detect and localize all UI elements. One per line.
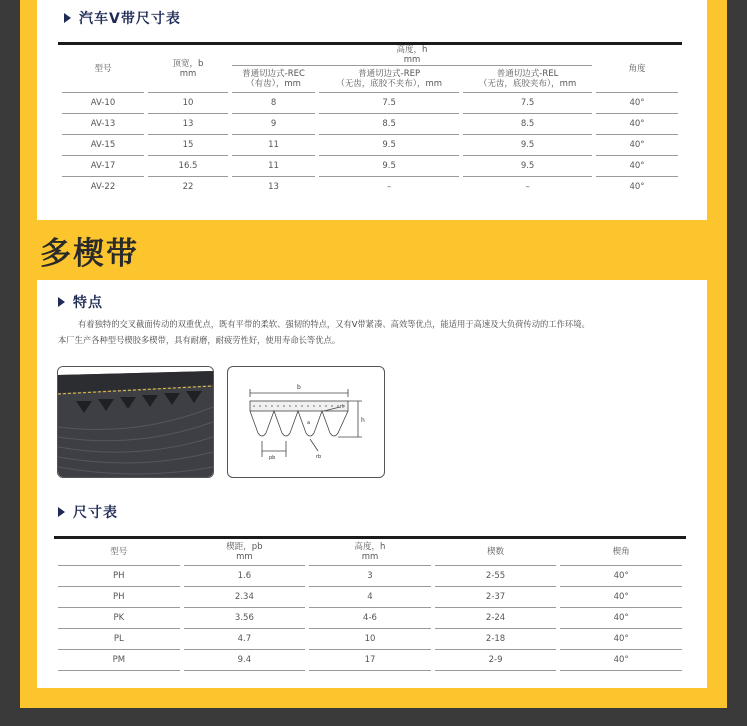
cell-angle: 40°: [596, 156, 678, 177]
table-row: [58, 587, 682, 608]
features-text-1: 有着独特的交叉截面传动的双重优点，既有平带的柔软、强韧的特点，又有V带紧凑、高效等优点，能适用于高速及大负荷传动的工作环境。: [78, 319, 590, 329]
label-rt: rt: [340, 404, 345, 410]
col-header-model: [58, 539, 180, 566]
cell-rec: 11: [232, 135, 315, 156]
col-header-height-line2: mm: [361, 552, 379, 562]
col-header-height-line2: mm: [403, 55, 421, 65]
label-h: h: [361, 417, 365, 424]
col-header-top-width-line2: mm: [179, 68, 197, 79]
col-header-pitch: [184, 539, 306, 566]
cell-model: AV-10: [62, 93, 144, 114]
cell-model: PM: [58, 650, 180, 671]
triangle-bullet-icon: [58, 297, 65, 307]
cell-model: AV-22: [90, 182, 116, 192]
col-header-pitch-line1: 楔距，pb: [226, 542, 263, 552]
label-b: b: [297, 384, 301, 391]
cell-rep: 8.5: [319, 114, 459, 135]
cell-rep: 9.5: [319, 156, 459, 177]
cell-angle: 40°: [560, 650, 682, 671]
cell-count: 2-24: [435, 608, 557, 629]
cell-rec: 9: [232, 114, 315, 135]
col-header-rel-line2: （无齿，底胶夹布），mm: [478, 79, 577, 89]
belt-cross-section-icon: [228, 367, 384, 477]
section-title-sizes: [58, 502, 118, 522]
cell-model: AV-13: [62, 114, 144, 135]
cell-top-width: 10: [148, 93, 228, 114]
section-title-text: 汽车V带尺寸表: [79, 11, 181, 27]
section-title-features: [58, 292, 103, 312]
table-row: [58, 650, 682, 671]
cell-pitch: 4.7: [184, 629, 306, 650]
cell-rec: 8: [232, 93, 315, 114]
cell-model: PL: [58, 629, 180, 650]
label-a: a: [307, 420, 311, 426]
cross-section-diagram: [227, 366, 385, 478]
cell-rel: 7.5: [463, 93, 592, 114]
cell-angle: 40°: [596, 135, 678, 156]
col-header-angle-text: 楔角: [612, 547, 630, 557]
cell-count: 2-18: [435, 629, 557, 650]
cell-height: 4: [309, 587, 431, 608]
ribbed-belt-size-table: [54, 536, 686, 671]
cell-pitch: 9.4: [184, 650, 306, 671]
cell-top-width: 22: [182, 182, 194, 192]
cell-top-width: 15: [148, 135, 228, 156]
cell-rec: 11: [232, 156, 315, 177]
cell-model: PH: [58, 566, 180, 587]
ribbed-belt-image: [58, 367, 213, 477]
features-paragraph: [58, 316, 688, 348]
table-row: [58, 566, 682, 587]
cell-angle: 40°: [560, 608, 682, 629]
triangle-bullet-icon: [64, 13, 71, 23]
col-header-top-width-line1: 顶宽，b: [172, 58, 204, 69]
table-row: [58, 629, 682, 650]
cell-count: 2-37: [435, 587, 557, 608]
cell-count: 2-9: [435, 650, 557, 671]
cell-rel: –: [525, 182, 530, 192]
col-header-top-width: [148, 45, 228, 93]
section-title-text: 尺寸表: [73, 505, 118, 521]
cell-rep: 7.5: [319, 93, 459, 114]
table-row: [62, 177, 678, 197]
cell-count: 2-55: [435, 566, 557, 587]
col-header-angle: [596, 45, 678, 93]
cell-angle: 40°: [596, 93, 678, 114]
col-header-count: [435, 539, 557, 566]
col-header-angle: [560, 539, 682, 566]
col-header-height-line1: 高度，h: [396, 45, 428, 55]
section-title-text: 特点: [73, 295, 103, 311]
col-header-rep: [319, 66, 459, 93]
col-header-height: [232, 45, 592, 66]
belt-photo: [57, 366, 214, 478]
table-row: [62, 135, 678, 156]
table-row: [58, 608, 682, 629]
table-row: [62, 93, 678, 114]
cell-rep: –: [387, 182, 392, 192]
col-header-rep-line2: （无齿，底胶不夹布），mm: [336, 79, 443, 89]
col-header-rel-line1: 普通切边式-REL: [496, 69, 559, 79]
cell-angle: 40°: [560, 566, 682, 587]
cell-angle: 40°: [629, 182, 645, 192]
col-header-height: [309, 539, 431, 566]
col-header-count-text: 楔数: [487, 547, 505, 557]
cell-rep: 9.5: [319, 135, 459, 156]
cell-model: PK: [58, 608, 180, 629]
cell-rel: 9.5: [463, 156, 592, 177]
cell-top-width: 13: [148, 114, 228, 135]
cell-angle: 40°: [560, 587, 682, 608]
cell-angle: 40°: [560, 629, 682, 650]
cell-top-width: 16.5: [148, 156, 228, 177]
cell-height: 17: [309, 650, 431, 671]
section-title-v-belt: [64, 8, 181, 28]
cell-rel: 9.5: [463, 135, 592, 156]
col-header-rep-line1: 普通切边式-REP: [358, 69, 421, 79]
col-header-rec-line1: 普通切边式-REC: [242, 69, 305, 79]
col-header-rec: [232, 66, 315, 93]
col-header-model: [62, 45, 144, 93]
cell-angle: 40°: [596, 114, 678, 135]
features-text-2: 本厂生产各种型号楔胶多楔带，具有耐磨，耐疲劳性好，使用寿命长等优点。: [58, 335, 341, 345]
col-header-rec-line2: （有齿），mm: [246, 79, 301, 89]
triangle-bullet-icon: [58, 507, 65, 517]
table-row: [62, 114, 678, 135]
col-header-angle-text: 角度: [628, 63, 646, 74]
col-header-height-line1: 高度，h: [354, 542, 386, 552]
cell-rel: 8.5: [463, 114, 592, 135]
cell-pitch: 2.34: [184, 587, 306, 608]
label-pb: pb: [269, 455, 276, 461]
cell-pitch: 1.6: [184, 566, 306, 587]
cell-model: PH: [58, 587, 180, 608]
cell-pitch: 3.56: [184, 608, 306, 629]
table-row: [62, 156, 678, 177]
col-header-pitch-line2: mm: [236, 552, 253, 562]
cell-height: 4-6: [309, 608, 431, 629]
banner-title: 多楔带: [40, 236, 139, 272]
cell-model: AV-17: [62, 156, 144, 177]
col-header-rel: [463, 66, 592, 93]
col-header-model-text: 型号: [110, 547, 128, 557]
v-belt-size-table: [58, 42, 682, 197]
cell-height: 3: [309, 566, 431, 587]
cell-height: 10: [309, 629, 431, 650]
col-header-model-text: 型号: [94, 63, 112, 74]
label-rb: rb: [316, 454, 322, 460]
cell-model: AV-15: [62, 135, 144, 156]
cell-rec: 13: [268, 182, 279, 192]
